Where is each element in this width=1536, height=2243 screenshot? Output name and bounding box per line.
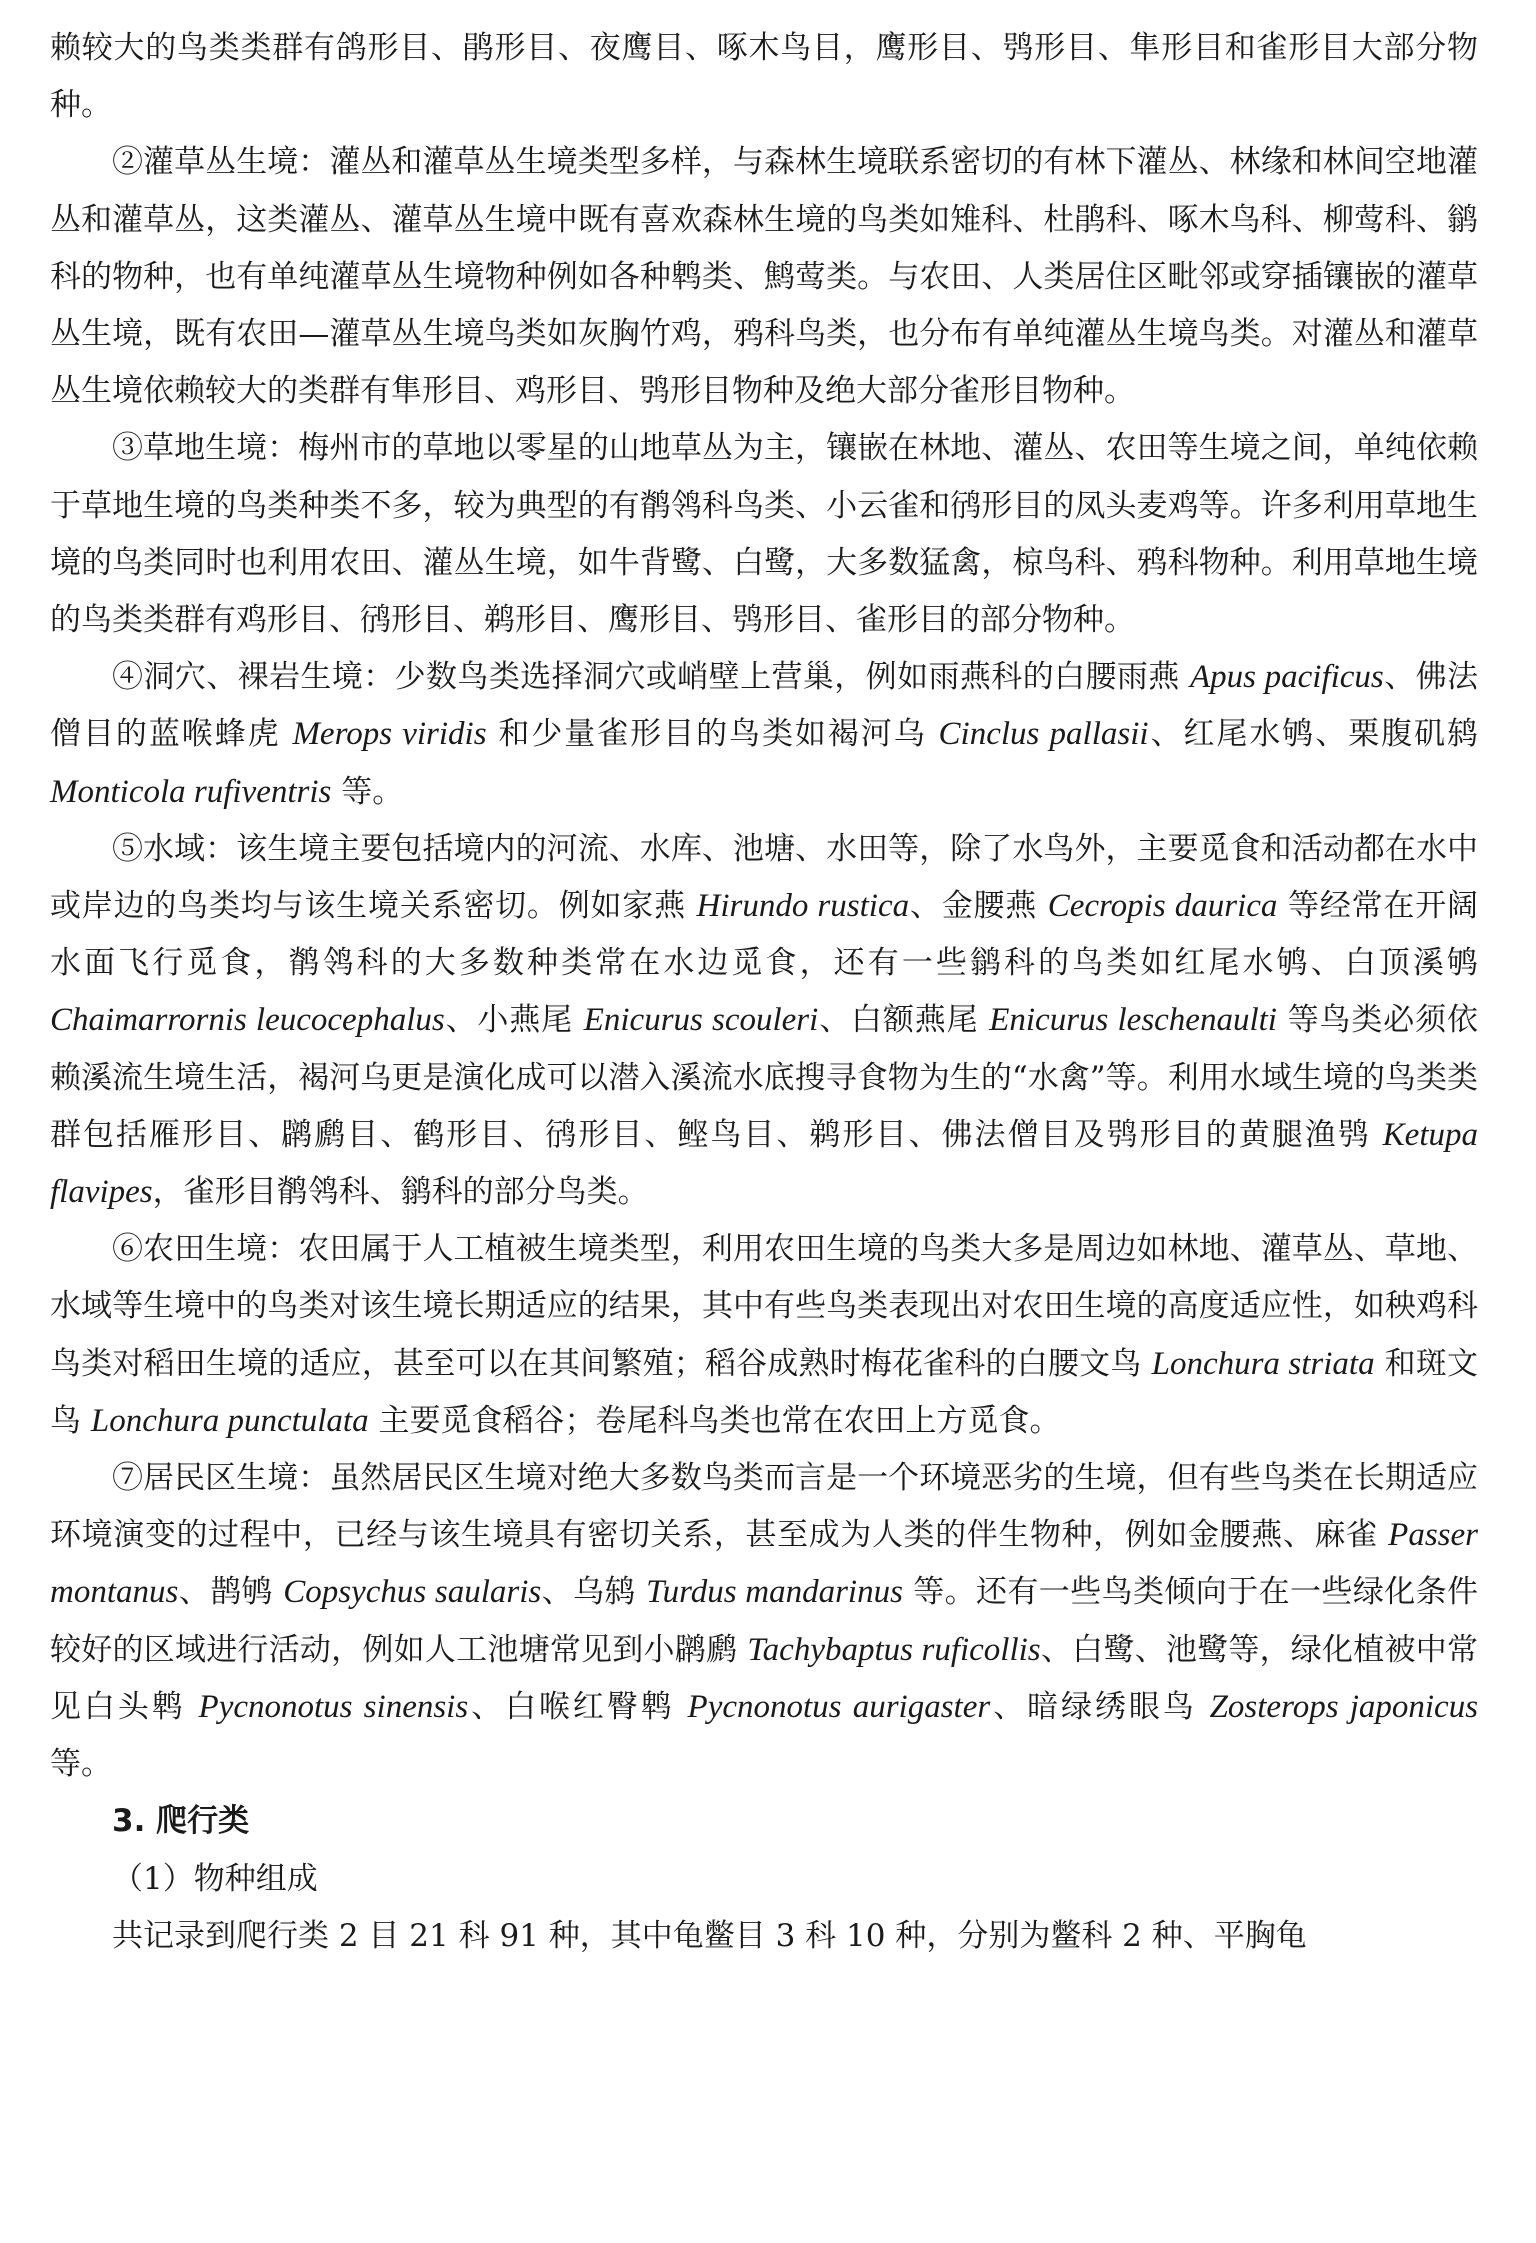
text-segment: 主要觅食稻谷；卷尾科鸟类也常在农田上方觅食。 bbox=[378, 1402, 1061, 1439]
scientific-name: Tachybaptus ruficollis bbox=[747, 1631, 1041, 1668]
scientific-name: Hirundo rustica bbox=[696, 888, 910, 925]
scientific-name: Cinclus pallasii bbox=[938, 716, 1149, 753]
scientific-name: Enicurus leschenaulti bbox=[989, 1002, 1277, 1039]
text-segment: 、佛法僧目的蓝喉蜂虎 bbox=[50, 659, 1478, 753]
scientific-name: Zosterops japonicus bbox=[1209, 1688, 1479, 1725]
paragraph-shrub-habitat: ②灌草丛生境：灌丛和灌草丛生境类型多样，与森林生境联系密切的有林下灌丛、林缘和林间空地灌丛和灌草丛，这类灌丛、灌草丛生境中既有喜欢森林生境的鸟类如雉科、杜鹃科、啄木鸟科、柳莺科、鹟科的物种，也有单纯灌草丛生境物种例如各种鹎类、鹪莺类。与农田、人类居住区毗邻或穿插镶嵌的灌草丛生境，既有农田—灌草丛生境鸟类如灰胸竹鸡，鸦科鸟类，也分布有单纯灌丛生境鸟类。对灌丛和灌草丛生境依赖较大的类群有隼形目、鸡形目、鸮形目物种及绝大部分雀形目物种。 bbox=[50, 144, 1478, 410]
text-segment: ⑦居民区生境：虽然居民区生境对绝大多数鸟类而言是一个环境恶劣的生境，但有些鸟类在长期适应环境演变的过程中，已经与该生境具有密切关系，甚至成为人类的伴生物种，例如金腰燕、麻雀 bbox=[50, 1460, 1478, 1554]
scientific-name: Merops viridis bbox=[292, 716, 487, 753]
text-segment: 、红尾水鸲、栗腹矶鸫 bbox=[1148, 716, 1479, 753]
text-segment: ⑥农田生境：农田属于人工植被生境类型，利用农田生境的鸟类大多是周边如林地、灌草丛、草地、水域等生境中的鸟类对该生境长期适应的结果，其中有些鸟类表现出对农田生境的高度适应性，如秧鸡科鸟类对稻田生境的适应，甚至可以在其间繁殖；稻谷成熟时梅花雀科的白腰文鸟 bbox=[50, 1231, 1478, 1382]
text-segment: 、白额燕尾 bbox=[818, 1002, 979, 1039]
paragraph-water-habitat bbox=[50, 821, 1478, 1221]
text-segment: 、暗绿绣眼鸟 bbox=[990, 1688, 1197, 1725]
section-heading-reptiles: 3. 爬行类 bbox=[112, 1803, 250, 1840]
scientific-name: Passer montanus bbox=[50, 1517, 1478, 1611]
text-segment: 、小燕尾 bbox=[444, 1002, 574, 1039]
text-segment: 和斑文鸟 bbox=[50, 1345, 1478, 1439]
paragraph-forest-continued: 赖较大的鸟类类群有鸽形目、鹃形目、夜鹰目、啄木鸟目，鹰形目、鸮形目、隼形目和雀形目大部分物种。 bbox=[50, 30, 1478, 124]
scientific-name: Ketupa flavipes bbox=[50, 1116, 1478, 1211]
document-page bbox=[50, 20, 1478, 1965]
scientific-name: Lonchura punctulata bbox=[90, 1402, 369, 1439]
text-segment: ④洞穴、裸岩生境：少数鸟类选择洞穴或峭壁上营巢，例如雨燕科的白腰雨燕 bbox=[112, 659, 1180, 696]
scientific-name: Pycnonotus sinensis bbox=[198, 1688, 469, 1725]
scientific-name: Enicurus scouleri bbox=[583, 1002, 819, 1039]
text-segment: 、鹊鸲 bbox=[178, 1574, 273, 1611]
scientific-name: Cecropis daurica bbox=[1047, 888, 1278, 925]
text-segment: 等经常在开阔水面飞行觅食，鹡鸰科的大多数种类常在水边觅食，还有一些鹟科的鸟类如红尾水鸲、白顶溪鸲 bbox=[50, 888, 1479, 982]
subsection-heading-species: （1）物种组成 bbox=[112, 1860, 318, 1897]
scientific-name: Monticola rufiventris bbox=[50, 773, 332, 810]
scientific-name: Apus pacificus bbox=[1189, 659, 1384, 696]
paragraph-residential-habitat bbox=[50, 1450, 1478, 1793]
scientific-name: Lonchura striata bbox=[1151, 1345, 1375, 1382]
scientific-name: Turdus mandarinus bbox=[646, 1574, 903, 1611]
scientific-name: Chaimarrornis leucocephalus bbox=[50, 1002, 445, 1039]
text-segment: 和少量雀形目的鸟类如褐河乌 bbox=[498, 716, 927, 753]
scientific-name: Copsychus saularis bbox=[283, 1574, 542, 1611]
text-segment: ，雀形目鹡鸰科、鹟科的部分鸟类。 bbox=[152, 1174, 649, 1211]
paragraph-cave-rock-habitat bbox=[50, 649, 1478, 821]
text-segment: 、白喉红臀鹎 bbox=[468, 1688, 675, 1725]
text-segment: 等鸟类必须依赖溪流生境生活，褐河乌更是演化成可以潜入溪流水底搜寻食物为生的“水禽”等。利用水域生境的鸟类类群包括雁形目、䴙䴘目、鹤形目、鸻形目、鲣鸟目、鹈形目、佛法僧目及鸮形目的黄腿渔鸮 bbox=[50, 1002, 1478, 1153]
scientific-name: Pycnonotus aurigaster bbox=[687, 1688, 991, 1725]
paragraph-farmland-habitat bbox=[50, 1221, 1478, 1450]
text-segment: 、金腰燕 bbox=[909, 888, 1038, 925]
text-segment: 、白鹭、池鹭等，绿化植被中常见白头鹎 bbox=[50, 1631, 1478, 1725]
text-segment: 等。还有一些鸟类倾向于在一些绿化条件较好的区域进行活动，例如人工池塘常见到小䴙䴘 bbox=[50, 1574, 1479, 1668]
text-segment: ⑤水域：该生境主要包括境内的河流、水库、池塘、水田等，除了水鸟外，主要觅食和活动都在水中或岸边的鸟类均与该生境关系密切。例如家燕 bbox=[50, 830, 1478, 925]
text-segment: 等。 bbox=[50, 1746, 112, 1783]
text-segment: 、乌鸫 bbox=[541, 1574, 636, 1611]
paragraph-reptile-records: 共记录到爬行类 2 目 21 科 91 种，其中龟鳖目 3 科 10 种，分别为鳖科 2 种、平胸龟 bbox=[112, 1917, 1307, 1954]
text-segment: 等。 bbox=[341, 773, 404, 810]
paragraph-grassland-habitat: ③草地生境：梅州市的草地以零星的山地草丛为主，镶嵌在林地、灌丛、农田等生境之间，单纯依赖于草地生境的鸟类种类不多，较为典型的有鹡鸰科鸟类、小云雀和鸻形目的凤头麦鸡等。许多利用草地生境的鸟类同时也利用农田、灌丛生境，如牛背鹭、白鹭，大多数猛禽，椋鸟科、鸦科物种。利用草地生境的鸟类类群有鸡形目、鸻形目、鹈形目、鹰形目、鸮形目、雀形目的部分物种。 bbox=[50, 430, 1478, 639]
